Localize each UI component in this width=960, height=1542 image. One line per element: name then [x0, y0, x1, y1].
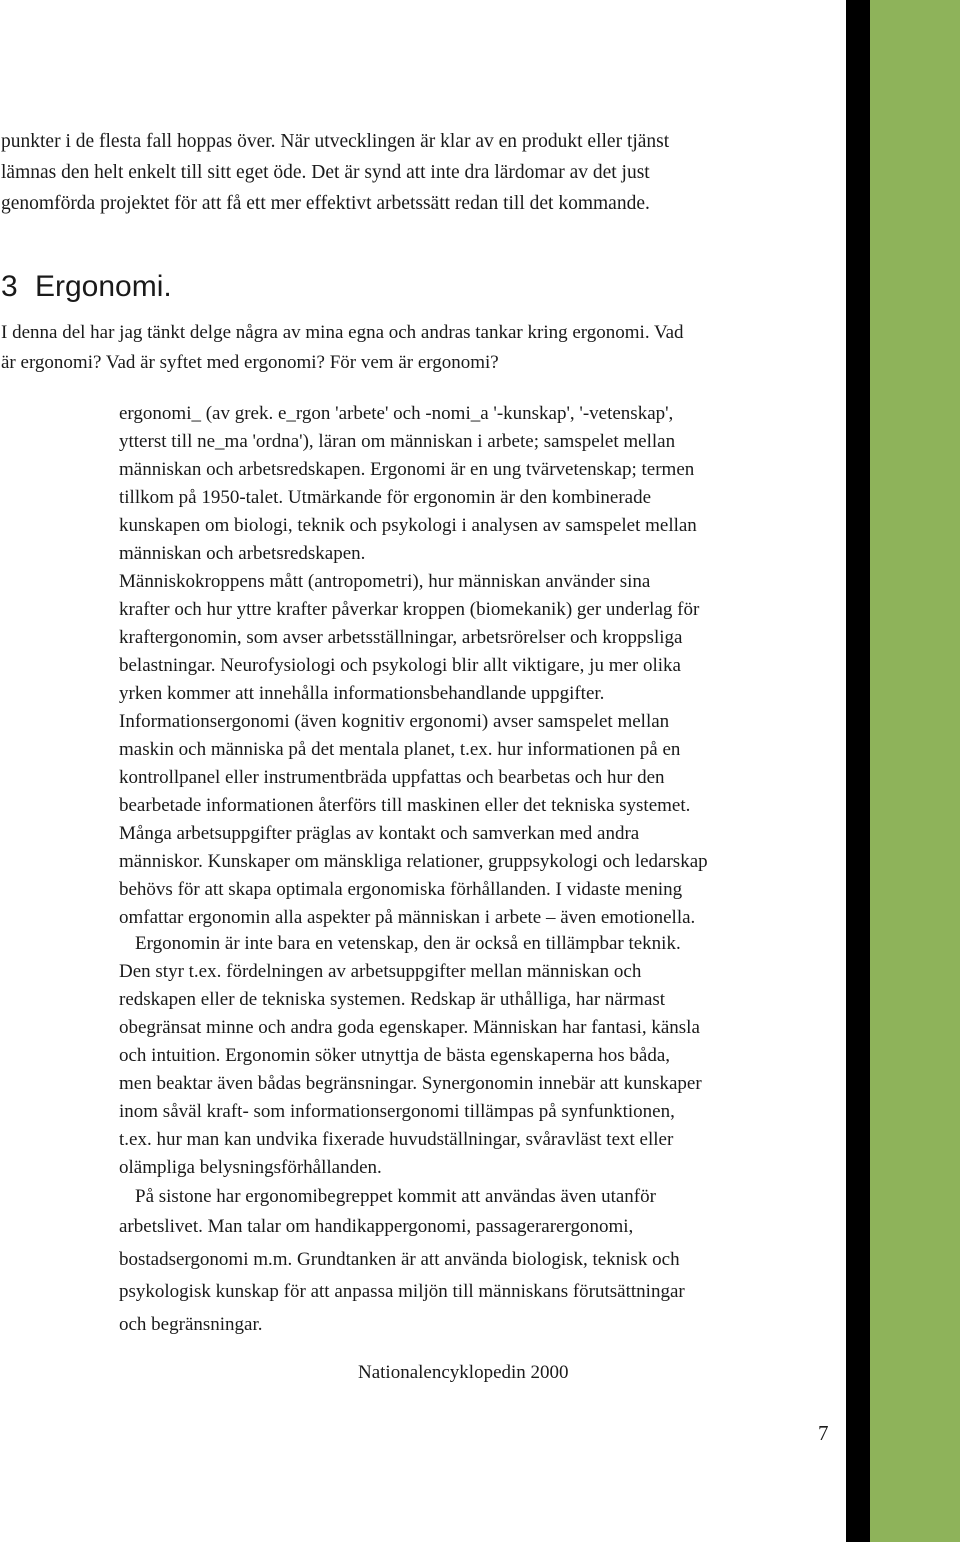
intro-paragraph — [1, 126, 721, 219]
section-title: Ergonomi. — [35, 270, 172, 303]
quote-line: belastningar. Neurofysiologi och psykologi blir allt viktigare, ju mer olika — [119, 655, 681, 676]
quote-line: ergonomi_ (av grek. e_rgon 'arbete' och -nomi_a '-kunskap', '-vetenskap', — [119, 403, 674, 424]
quote-line: tillkom på 1950-talet. Utmärkande för ergonomin är den kombinerade — [119, 487, 652, 508]
quote-line: omfattar ergonomin alla aspekter på människan i arbete – även emotionella. — [119, 907, 696, 928]
quote-line: Människokroppens mått (antropometri), hur människan använder sina — [119, 571, 651, 592]
quote-paragraph-1 — [119, 400, 819, 568]
quote-line: kontrollpanel eller instrumentbräda uppfattas och bearbetas och hur den — [119, 767, 665, 788]
quote-line: olämpliga belysningsförhållanden. — [119, 1157, 382, 1178]
quote-line: människan och arbetsredskapen. Ergonomi är en ung tvärvetenskap; termen — [119, 459, 695, 480]
quote-line: människan och arbetsredskapen. — [119, 543, 366, 564]
source-citation: Nationalencyklopedin 2000 — [358, 1362, 569, 1383]
quote-line: bostadsergonomi m.m. Grundtanken är att använda biologisk, teknisk och — [119, 1248, 680, 1270]
quote-paragraph-3 — [119, 930, 819, 1182]
lead-line: är ergonomi? Vad är syftet med ergonomi? För vem är ergonomi? — [1, 352, 499, 373]
quote-line: bearbetade informationen återförs till maskinen eller det tekniska systemet. — [119, 795, 691, 816]
lead-line: I denna del har jag tänkt delge några av mina egna och andras tankar kring ergonomi. Vad — [1, 322, 684, 343]
sidebar-green-stripe — [870, 0, 960, 1542]
quote-line: Ergonomin är inte bara en vetenskap, den är också en tillämpbar teknik. — [135, 933, 681, 954]
lead-paragraph — [1, 318, 801, 378]
section-number: 3 — [1, 270, 18, 303]
quote-line: kunskapen om biologi, teknik och psykologi i analysen av samspelet mellan — [119, 515, 697, 536]
quote-line: men beaktar även bådas begränsningar. Synergonomin innebär att kunskaper — [119, 1073, 702, 1094]
quote-line: t.ex. hur man kan undvika fixerade huvudställningar, svåravläst text eller — [119, 1129, 674, 1150]
quote-line: behövs för att skapa optimala ergonomiska förhållanden. I vidaste mening — [119, 879, 683, 900]
intro-line: genomförda projektet för att få ett mer effektivt arbetssätt redan till det kommande. — [1, 193, 650, 214]
quote-line: psykologisk kunskap för att anpassa miljön till människans förutsättningar — [119, 1281, 685, 1302]
page-number: 7 — [818, 1421, 829, 1445]
quote-line: kraftergonomin, som avser arbetsställningar, arbetsrörelser och kroppsliga — [119, 627, 683, 648]
section-heading — [1, 270, 172, 304]
quote-paragraph-4 — [119, 1183, 819, 1341]
quote-line: människor. Kunskaper om mänskliga relationer, gruppsykologi och ledarskap — [119, 851, 708, 872]
quote-line: Många arbetsuppgifter präglas av kontakt och samverkan med andra — [119, 823, 640, 844]
quote-line: maskin och människa på det mentala planet, t.ex. hur informationen på en — [119, 739, 681, 760]
quote-line: Informationsergonomi (även kognitiv ergonomi) avser samspelet mellan — [119, 711, 670, 732]
quote-line: och begränsningar. — [119, 1313, 263, 1335]
quote-line: inom såväl kraft- som informationsergonomi tillämpas på synfunktionen, — [119, 1101, 675, 1122]
quote-line: På sistone har ergonomibegreppet kommit att användas även utanför — [135, 1186, 656, 1207]
quote-line: redskapen eller de tekniska systemen. Redskap är uthålliga, har närmast — [119, 989, 666, 1010]
quote-line: arbetslivet. Man talar om handikappergonomi, passagerarergonomi, — [119, 1216, 634, 1237]
quote-line: och intuition. Ergonomin söker utnyttja de bästa egenskaperna hos båda, — [119, 1045, 671, 1066]
intro-line: lämnas den helt enkelt till sitt eget öde. Det är synd att inte dra lärdomar av det just — [1, 162, 650, 183]
intro-line: punkter i de flesta fall hoppas över. När utvecklingen är klar av en produkt eller tjänst — [1, 131, 670, 152]
sidebar-black-stripe — [846, 0, 870, 1542]
quote-line: ytterst till ne_ma 'ordna'), läran om människan i arbete; samspelet mellan — [119, 431, 676, 452]
quote-line: krafter och hur yttre krafter påverkar kroppen (biomekanik) ger underlag för — [119, 599, 700, 620]
quote-line: obegränsat minne och andra goda egenskaper. Människan har fantasi, känsla — [119, 1017, 700, 1038]
quote-line: yrken kommer att innehålla informationsbehandlande uppgifter. — [119, 683, 605, 704]
quote-paragraph-2 — [119, 568, 819, 932]
quote-line: Den styr t.ex. fördelningen av arbetsuppgifter mellan människan och — [119, 961, 642, 982]
